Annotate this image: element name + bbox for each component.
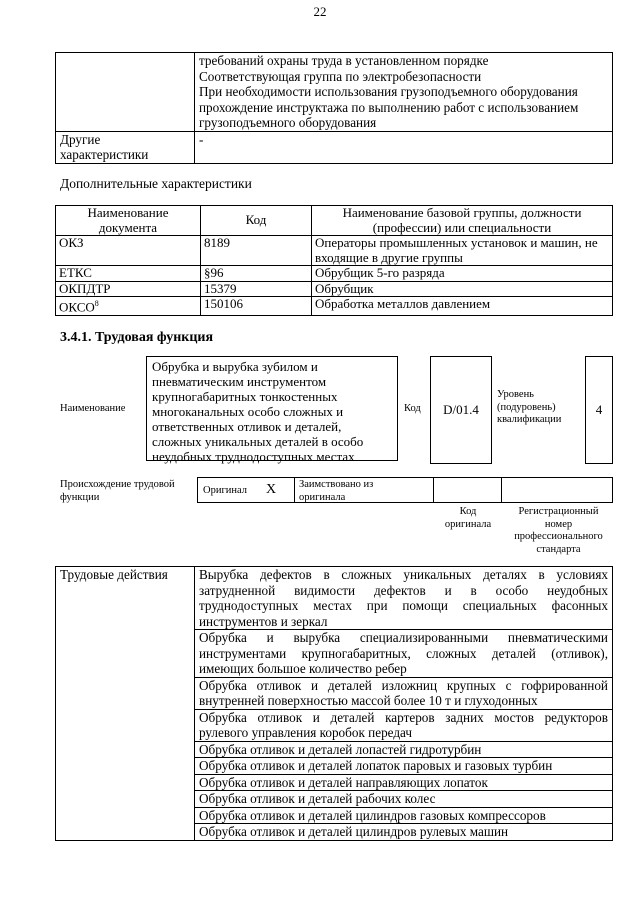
name-cell: Обрубщик <box>312 281 613 297</box>
header-line: документа <box>98 219 158 235</box>
caption-line: профессионального <box>514 531 603 542</box>
origin-row <box>197 477 613 503</box>
action-item: Обрубка отливок и деталей лопаток паровых и газовых турбин <box>195 758 613 775</box>
doc-text: ОКСО <box>59 299 95 315</box>
name-cell: Обработка металлов давлением <box>312 297 613 316</box>
caption-line: стандарта <box>536 543 581 555</box>
level-label-line: Уровень <box>497 389 534 400</box>
requirements-line: При необходимости использования грузоподъемного оборудования <box>199 84 578 99</box>
action-item: Обрубка отливок и деталей лопастей гидротурбин <box>195 741 613 758</box>
level-label-line: (подуровень) <box>497 401 556 413</box>
level-value-box: 4 <box>585 356 613 464</box>
doc-cell <box>56 297 201 316</box>
other-value-cell: - <box>195 131 613 163</box>
function-name-line: неудобных труднодоступных местах <box>152 449 355 464</box>
action-item: Обрубка отливок и деталей цилиндров рулевых машин <box>195 824 613 841</box>
borrowed-line: Заимствовано из <box>299 479 374 490</box>
footnote-mark: 8 <box>94 299 99 308</box>
labor-actions-table <box>55 566 613 841</box>
code-label: Код <box>404 403 421 414</box>
divider <box>294 478 295 502</box>
header-code: Код <box>201 206 312 236</box>
action-item: Обрубка отливок и деталей картеров задних мостов редукторов рулевого управления коробок передач <box>195 709 613 741</box>
additional-table <box>55 205 613 316</box>
other-label-line: Другие <box>60 131 101 147</box>
other-label-cell <box>56 131 195 163</box>
table-row <box>56 297 613 316</box>
additional-heading: Дополнительные характеристики <box>60 176 252 191</box>
other-label-line: характеристики <box>60 147 149 162</box>
code-cell: 150106 <box>201 297 312 316</box>
function-heading: 3.4.1. Трудовая функция <box>60 330 214 345</box>
action-item: Обрубка и вырубка специализированными пневматическими инструментами крупногабаритных, сложных деталей (отливок), имеющих большое количество ребер <box>195 630 613 678</box>
requirements-table <box>55 52 613 164</box>
code-cell: 8189 <box>201 236 312 266</box>
action-item: Обрубка отливок и деталей рабочих колес <box>195 791 613 808</box>
empty-cell <box>56 53 195 132</box>
function-name-line: многоканальных особо сложных и <box>152 404 344 419</box>
borrowed-line: оригинала <box>299 491 346 503</box>
table-row <box>56 567 613 630</box>
header-line: Наименование базовой группы, должности <box>342 205 582 220</box>
caption-line: номер <box>544 518 573 530</box>
name-cell: Обрубщик 5-го разряда <box>312 266 613 282</box>
origin-label <box>60 479 175 504</box>
header-line: (профессии) или специальности <box>372 219 552 235</box>
doc-cell: ОКЗ <box>56 236 201 266</box>
table-row <box>56 53 613 132</box>
requirements-line: требований охраны труда в установленном порядке <box>199 53 489 68</box>
origin-label-line: Происхождение трудовой <box>60 479 175 490</box>
function-name-box <box>146 356 398 464</box>
page-number: 22 <box>313 4 327 19</box>
table-header-row <box>56 206 613 236</box>
level-label-line: квалификации <box>497 414 562 425</box>
requirements-line: прохождение инструктажа по выполнению работ с использованием <box>199 99 579 115</box>
doc-cell: ОКПДТР <box>56 281 201 297</box>
function-name-line: сложных уникальных деталей в особо <box>152 434 364 449</box>
caption-line: Регистрационный <box>518 506 599 517</box>
header-doc-name <box>56 206 201 236</box>
function-name-line: Обрубка и вырубка зубилом и <box>152 359 318 374</box>
name-label: Наименование <box>60 403 126 414</box>
doc-cell: ЕТКС <box>56 266 201 282</box>
requirements-line: грузоподъемного оборудования <box>199 115 377 130</box>
original-checkmark: X <box>266 482 277 497</box>
header-line: Наименование <box>87 205 169 220</box>
action-item: Обрубка отливок и деталей цилиндров газовых компрессоров <box>195 807 613 824</box>
action-item: Обрубка отливок и деталей направляющих лопаток <box>195 774 613 791</box>
code-cell: 15379 <box>201 281 312 297</box>
requirements-line: Соответствующая группа по электробезопасности <box>199 68 482 84</box>
name-cell: Операторы промышленных установок и машин, не входящие в другие группы <box>312 236 613 266</box>
function-name-line: пневматическим инструментом <box>152 374 327 389</box>
reg-number-caption <box>504 506 613 556</box>
function-name-line: крупногабаритных тонкостенных <box>152 389 338 404</box>
borrowed-label <box>299 479 373 504</box>
level-label <box>497 389 561 427</box>
code-original-caption <box>432 506 504 531</box>
table-row <box>56 266 613 282</box>
caption-line: Код <box>459 506 477 517</box>
origin-label-line: функции <box>60 491 100 503</box>
code-value-box: D/01.4 <box>430 356 492 464</box>
code-cell: §96 <box>201 266 312 282</box>
requirements-cell <box>195 53 613 132</box>
actions-label-cell: Трудовые действия <box>56 567 195 841</box>
divider <box>501 478 502 502</box>
divider <box>433 478 434 502</box>
table-row <box>56 236 613 266</box>
header-base-name <box>312 206 613 236</box>
caption-line: оригинала <box>444 518 492 530</box>
function-name-line: ответственных отливок и деталей, <box>152 419 342 434</box>
action-item: Обрубка отливок и деталей изложниц крупных с гофрированной внутренней поверхностью массой более 10 т и глуходонных <box>195 677 613 709</box>
action-item: Вырубка дефектов в сложных уникальных деталях в условиях затрудненной видимости дефектов и в особо неудобных труднодоступных местах при помощи специальных фасонных инструментов и зеркал <box>195 567 613 630</box>
table-row <box>56 281 613 297</box>
table-row <box>56 131 613 163</box>
original-label: Оригинал <box>203 485 247 496</box>
